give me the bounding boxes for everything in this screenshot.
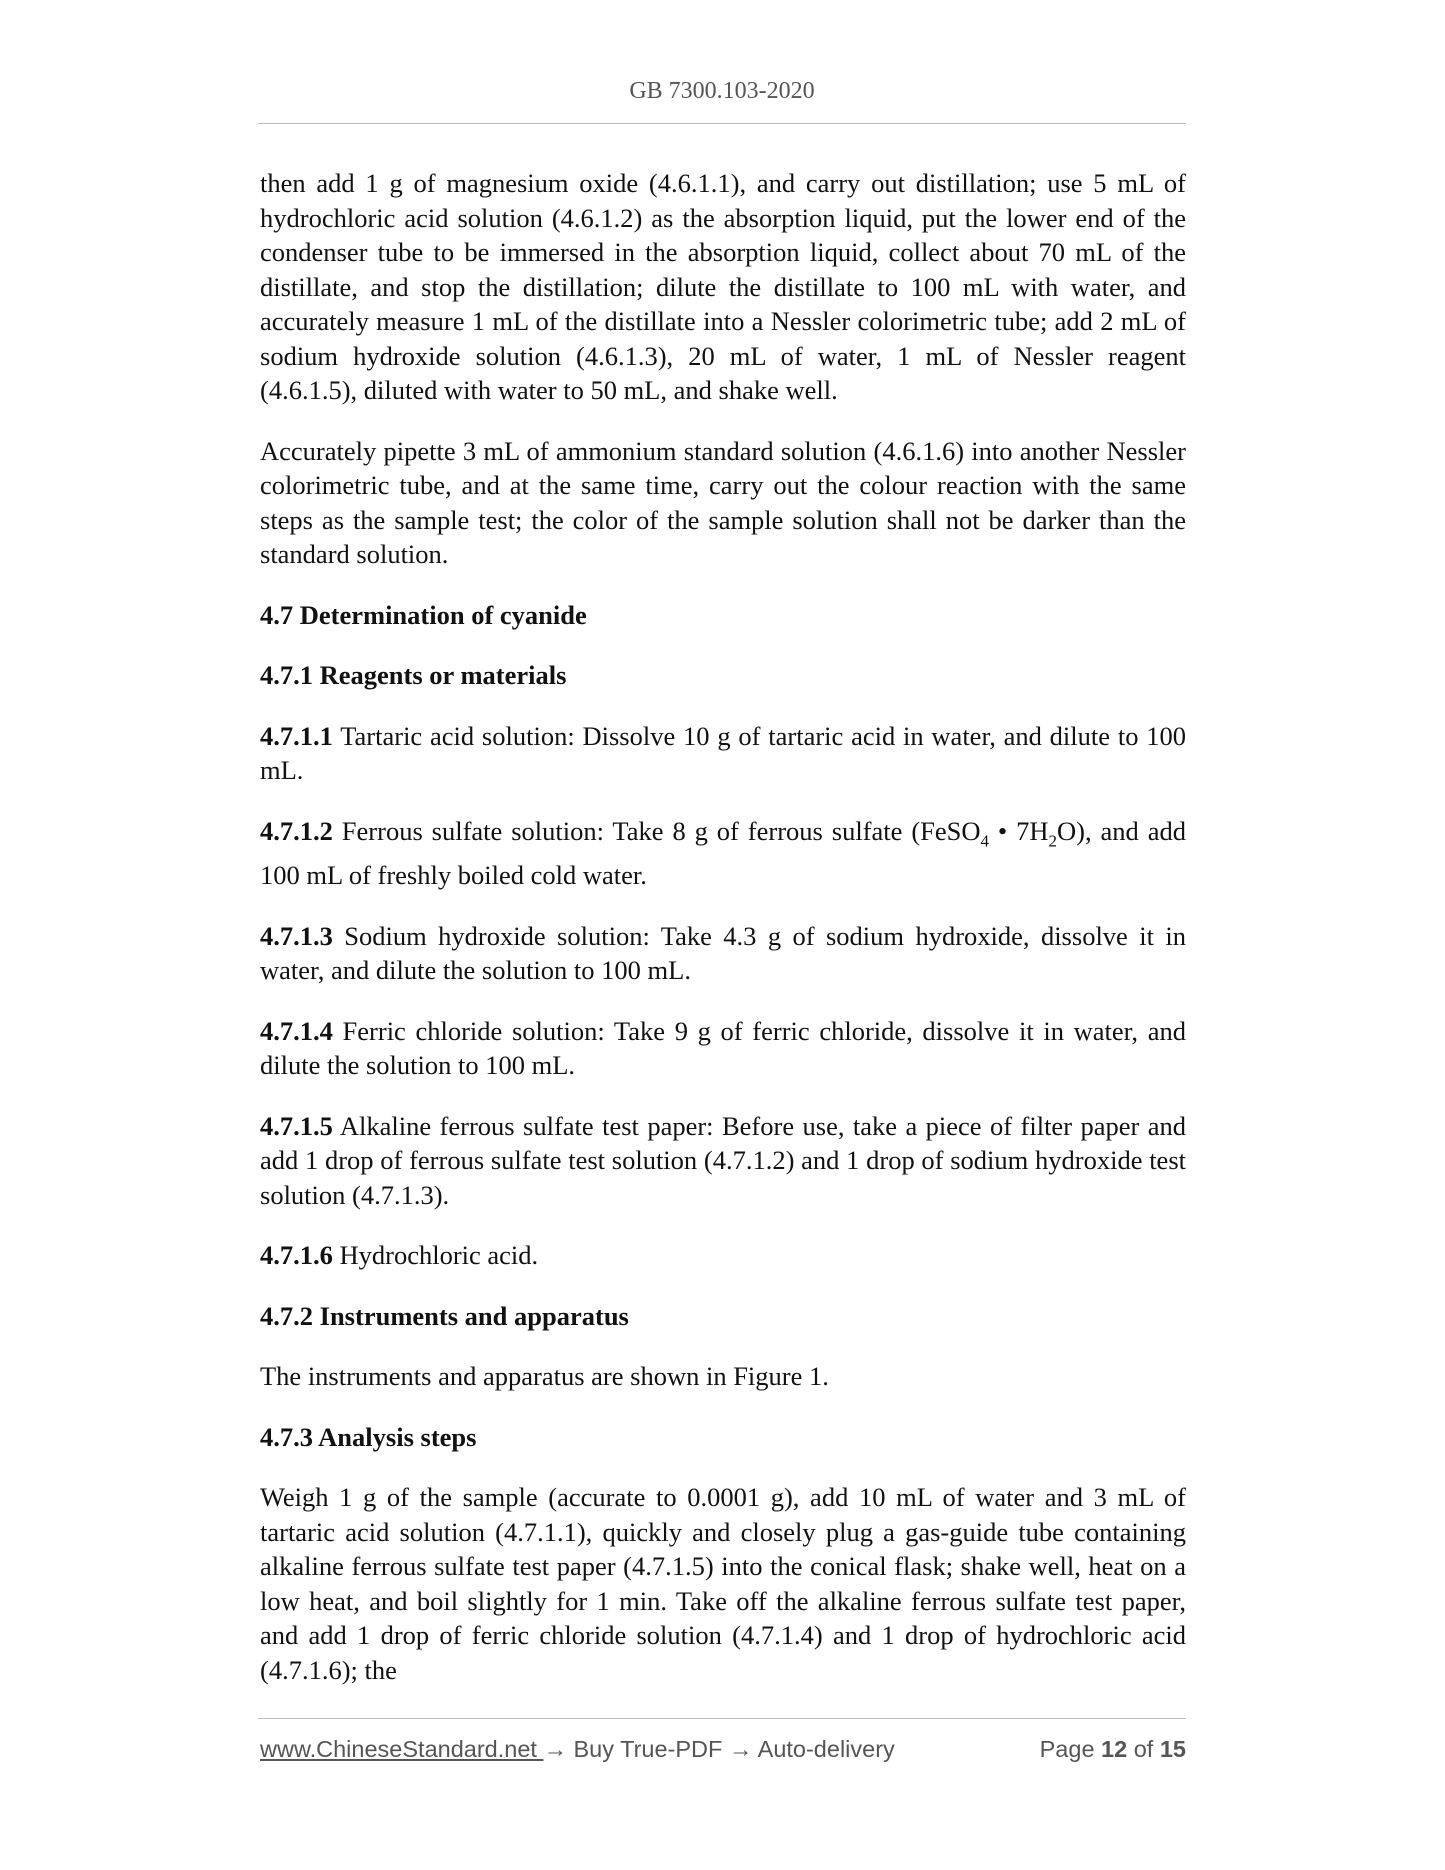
arrow-right-icon: →: [543, 1736, 567, 1762]
item-4-7-1-5: [260, 1109, 1186, 1213]
paragraph-distillation: then add 1 g of magnesium oxide (4.6.1.1), and carry out distillation; use 5 mL of hydrochloric acid solution (4.6.1.2) as the absorption liquid, put the lower end of the condenser tube to be immersed in the absorption liquid, collect about 70 mL of the distillate, and stop the distillation; dilute the distillate to 100 mL with water, and accurately measure 1 mL of the distillate into a Nessler colorimetric tube; add 2 mL of sodium hydroxide solution (4.6.1.3), 20 mL of water, 1 mL of Nessler reagent (4.6.1.5), diluted with water to 50 mL, and shake well.: [260, 168, 1186, 405]
item-text: O), and add 100 mL of freshly boiled cold water.: [260, 815, 1186, 891]
item-4-7-1-3: [260, 919, 1186, 988]
item-number: 4.7.1.2: [260, 815, 333, 846]
document-body: [260, 166, 1186, 1713]
delivery-text: Auto-delivery: [752, 1736, 895, 1762]
item-text: Ferrous sulfate solution: Take 8 g of ferrous sulfate (FeSO: [332, 815, 981, 846]
item-number: 4.7.1.5: [260, 1110, 333, 1141]
website-link[interactable]: www.ChineseStandard.net: [260, 1736, 544, 1762]
page-indicator: [1040, 1736, 1186, 1763]
document-header-title: GB 7300.103-2020: [629, 78, 815, 104]
item-4-7-1-1: [260, 719, 1186, 788]
footer-divider: [258, 1718, 1186, 1719]
heading-4-7: 4.7 Determination of cyanide: [260, 599, 587, 630]
item-text: Alkaline ferrous sulfate test paper: Before use, take a piece of filter paper and add 1 drop of ferrous sulfate test solution (4.7.1.2) and 1 drop of sodium hydroxide test solution (4.7.1.3).: [260, 1110, 1186, 1210]
item-text: • 7H: [989, 815, 1049, 846]
paragraph-standard-comparison: Accurately pipette 3 mL of ammonium standard solution (4.6.1.6) into another Nessler colorimetric tube, and at the same time, carry out the colour reaction with the same steps as the sample test; the color of the sample solution shall not be darker than the standard solution.: [260, 435, 1186, 569]
footer-promo: [260, 1736, 895, 1763]
item-text: Ferric chloride solution: Take 9 g of ferric chloride, dissolve it in water, and dilute the solution to 100 mL.: [260, 1015, 1186, 1081]
arrow-right-icon: →: [728, 1736, 753, 1762]
item-text: Sodium hydroxide solution: Take 4.3 g of sodium hydroxide, dissolve it in water, and dilute the solution to 100 mL.: [260, 920, 1186, 986]
subscript: 4: [980, 830, 990, 850]
item-4-7-1-2: [260, 814, 1186, 893]
item-text: Tartaric acid solution: Dissolve 10 g of tartaric acid in water, and dilute to 100 mL.: [260, 720, 1186, 785]
paragraph-instruments: The instruments and apparatus are shown in Figure 1.: [260, 1361, 829, 1392]
item-4-7-1-6: [260, 1238, 1186, 1273]
item-number: 4.7.1.1: [260, 720, 333, 751]
heading-4-7-3: 4.7.3 Analysis steps: [260, 1421, 477, 1452]
item-number: 4.7.1.3: [260, 920, 333, 951]
total-pages: 15: [1159, 1736, 1186, 1762]
current-page: 12: [1101, 1736, 1128, 1762]
heading-4-7-2: 4.7.2 Instruments and apparatus: [260, 1300, 629, 1331]
header-divider: [258, 123, 1186, 124]
item-number: 4.7.1.6: [260, 1240, 333, 1271]
of-label: of: [1127, 1736, 1160, 1762]
item-text: Hydrochloric acid.: [332, 1240, 539, 1271]
item-number: 4.7.1.4: [260, 1015, 333, 1046]
heading-4-7-1: 4.7.1 Reagents or materials: [260, 660, 567, 690]
page-label: Page: [1039, 1736, 1102, 1762]
buy-text: Buy True-PDF: [566, 1736, 729, 1762]
subscript: 2: [1048, 830, 1058, 850]
paragraph-analysis-steps: Weigh 1 g of the sample (accurate to 0.0001 g), add 10 mL of water and 3 mL of tartaric acid solution (4.7.1.1), quickly and closely plug a gas-guide tube containing alkaline ferrous sulfate test paper (4.7.1.5) into the conical flask; shake well, heat on a low heat, and boil slightly for 1 min. Take off the alkaline ferrous sulfate test paper, and add 1 drop of ferric chloride solution (4.7.1.4) and 1 drop of hydrochloric acid (4.7.1.6); the: [260, 1482, 1186, 1685]
item-4-7-1-4: [260, 1014, 1186, 1083]
